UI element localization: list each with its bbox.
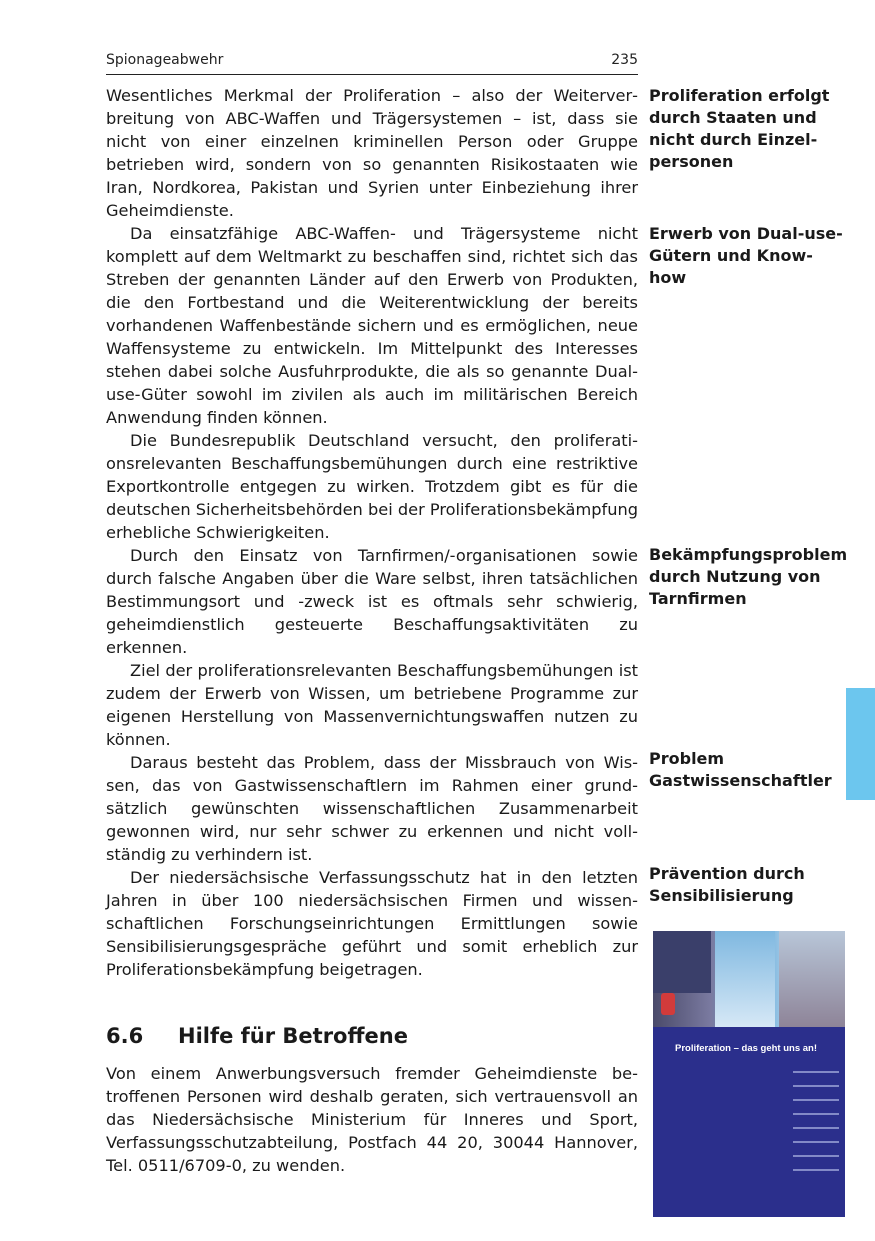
paragraph-7: Der niedersächsische Verfassungsschutz hat in den letzten Jahren in über 100 niedersächsischen Firmen und wissenschaftlichen Forschungseinrichtungen Ermittlungen sowie Sensibilisierungsgespräche geführt und somit erheblich zur Proliferationsbekämpfung beigetragen. [106,868,638,979]
photo-panel [715,931,775,1027]
main-text-column [106,84,638,1177]
page-number: 235 [611,52,638,68]
margin-note-dual-use: Erwerb von Dual-use-Gütern und Know-how [649,224,843,287]
paragraph-4: Durch den Einsatz von Tarnfirmen/-organisationen sowie durch falsche Angaben über die Ware selbst, ihren tatsächlichen Bestimmungsort und -zweck ist es oftmals sehr schwierig, geheimdienstlich gesteuerte Beschaffungsaktivitäten zu erkennen. [106,546,638,657]
paragraph-3: Die Bundesrepublik Deutschland versucht, den proliferationsrelevanten Beschaffungsbemühungen durch eine restriktive Exportkontrolle entgegen zu wirken. Trotzdem gibt es für die deutschen Sicherheitsbehörden bei der Proliferationsbekämpfung erhebliche Schwierigkeiten. [106,431,639,542]
margin-note-tarnfirmen: Bekämpfungsproblem durch Nutzung von Tarnfirmen [649,545,848,608]
running-header [106,50,638,75]
header-section-title: Spionageabwehr [106,52,224,68]
photo-accent [661,993,675,1015]
section-title: Hilfe für Betroffene [178,1024,408,1048]
brochure-photo-collage [653,931,845,1027]
photo-panel [779,931,845,1027]
paragraph-6: Daraus besteht das Problem, dass der Missbrauch von Wissen, das von Gastwissenschaftlern im Rahmen einer grundsätzlich gewünschten wissenschaftlichen Zusammenarbeit gewonnen wird, nur sehr schwer zu erkennen und nicht vollständig zu verhindern ist. [106,753,638,864]
section-paragraph-1: Von einem Anwerbungsversuch fremder Geheimdienste betroffenen Personen wird deshalb geraten, sich vertrauensvoll an das Niedersächsische Ministerium für Inneres und Sport, Verfassungsschutzabteilung, Postfach 44 20, 30044 Hannover, Tel. 0511/6709-0, zu wenden. [106,1064,638,1175]
brochure-cover-image [653,931,845,1217]
chapter-tab-marker [846,688,875,800]
photo-panel [653,931,711,993]
margin-note-gastwissenschaftler: Problem Gastwissenschaftler [649,749,832,790]
paragraph-2: Da einsatzfähige ABC-Waffen- und Trägersysteme nicht komplett auf dem Weltmarkt zu beschaffen sind, richtet sich das Streben der genannten Länder auf den Erwerb von Produkten, die den Fortbestand und die Weiterentwicklung der bereits vorhandenen Waffenbestände sichern und es ermöglichen, neue Waffensysteme zu entwickeln. Im Mittelpunkt des Interesses stehen dabei solche Ausfuhrprodukte, die als so genannte Dual-use-Güter sowohl im zivilen als auch im militärischen Bereich Anwendung finden können. [106,224,638,427]
section-heading [106,1025,638,1048]
paragraph-5: Ziel der proliferationsrelevanten Beschaffungsbemühungen ist zudem der Erwerb von Wissen, um betriebene Programme zur eigenen Herstellung von Massenvernichtungswaffen nutzen zu können. [106,661,638,749]
brochure-text-lines [793,1071,839,1183]
brochure-title: Proliferation – das geht uns an! [675,1043,817,1054]
section-number: 6.6 [106,1024,144,1048]
paragraph-1: Wesentliches Merkmal der Proliferation – also der Weiterverbreitung von ABC-Waffen und Trägersystemen – ist, dass sie nicht von einer einzelnen kriminellen Person oder Gruppe betrieben wird, sondern von so genannten Risikostaaten wie Iran, Nordkorea, Pakistan und Syrien unter Einbeziehung ihrer Geheimdienste. [106,86,638,220]
margin-note-proliferation: Proliferation erfolgt durch Staaten und nicht durch Einzelpersonen [649,86,830,171]
margin-note-praevention: Prävention durch Sensibilisierung [649,864,805,905]
